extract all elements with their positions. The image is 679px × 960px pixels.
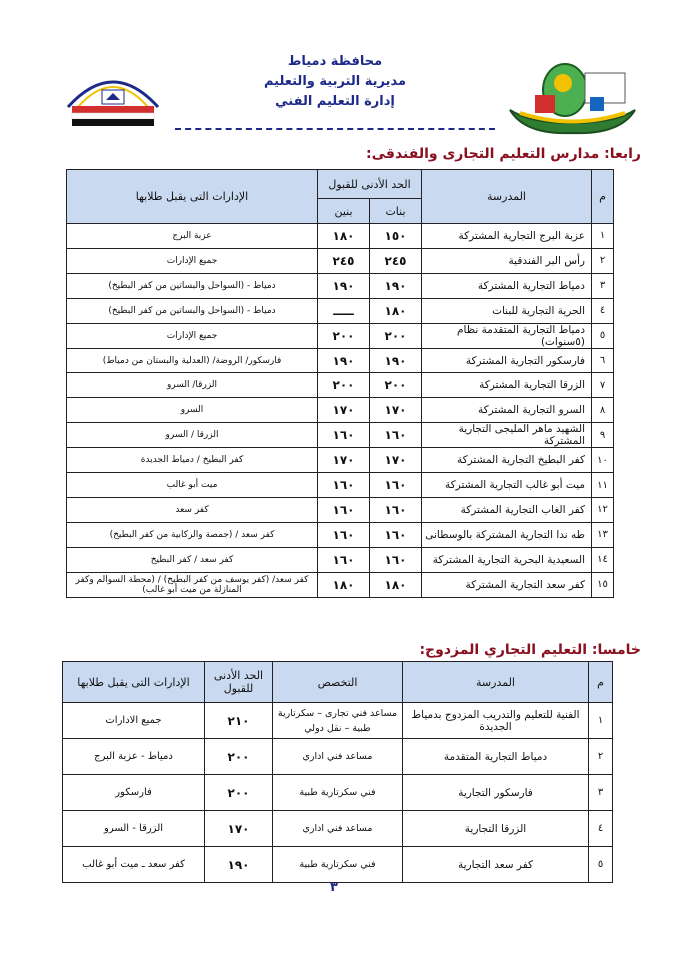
row-index: ٣ [592,273,614,298]
admin-areas: فارسكور [63,775,205,811]
admin-areas: كفر سعد/ (كفر يوسف من كفر البطيخ) / (محطة السوالم وكفر المنازلة من ميت أبو غالب) [67,572,318,597]
table-row [67,448,614,473]
girls-min-score: ١٦٠ [370,522,422,547]
min-score: ١٩٠ [205,847,273,883]
table-row [63,739,613,775]
row-index: ٨ [592,398,614,423]
row-index: ٥ [589,847,613,883]
row-index: ٤ [592,298,614,323]
col-min-admission: الحد الأدنى للقبول [205,662,273,703]
girls-min-score: ١٦٠ [370,473,422,498]
table-row [67,398,614,423]
table-header-row [63,662,613,703]
boys-min-score: ١٦٠ [318,547,370,572]
girls-min-score: ١٨٠ [370,298,422,323]
school-name: طه ندا التجارية المشتركة بالوسطانى [422,522,592,547]
ministry-logo [58,62,168,132]
school-name: كفر الغاب التجارية المشتركة [422,498,592,523]
boys-min-score: ١٨٠ [318,572,370,597]
school-name: رأس البر الفندقية [422,248,592,273]
dual-education-table [62,661,613,883]
girls-min-score: ١٦٠ [370,498,422,523]
school-name: ميت أبو غالب التجارية المشتركة [422,473,592,498]
min-score: ٢١٠ [205,703,273,739]
commercial-schools-table [66,169,614,598]
min-score: ١٧٠ [205,811,273,847]
row-index: ٦ [592,348,614,373]
row-index: ١ [592,224,614,249]
school-name: فارسكور التجارية [403,775,589,811]
col-specialty: التخصص [273,662,403,703]
specialty: مساعد فني تجارى – سكرتارية طبية – نقل دولي [273,703,403,739]
row-index: ٢ [592,248,614,273]
table-row [67,348,614,373]
technical-education-logo [505,55,640,140]
row-index: ٢ [589,739,613,775]
boys-min-score: ١٦٠ [318,522,370,547]
boys-min-score: ـــــ [318,298,370,323]
specialty: مساعد فني اداري [273,739,403,775]
school-name: الزرقا التجارية المشتركة [422,373,592,398]
col-min-admission: الحد الأدنى للقبول [318,170,422,199]
boys-min-score: ١٩٠ [318,348,370,373]
row-index: ٥ [592,323,614,348]
table-header-row [67,170,614,199]
admin-areas: دمياط - عزبة البرج [63,739,205,775]
boys-min-score: ٢٠٠ [318,323,370,348]
school-name: الفنية للتعليم والتدريب المزدوج بدمياط الجديدة [403,703,589,739]
boys-min-score: ١٨٠ [318,224,370,249]
col-admins: الإدارات التى يقبل طلابها [67,170,318,224]
row-index: ١٢ [592,498,614,523]
boys-min-score: ١٦٠ [318,473,370,498]
boys-min-score: ١٧٠ [318,448,370,473]
row-index: ٣ [589,775,613,811]
specialty: مساعد فني اداري [273,811,403,847]
min-score: ٢٠٠ [205,775,273,811]
school-name: الزرقا التجارية [403,811,589,847]
row-index: ٧ [592,373,614,398]
girls-min-score: ١٩٠ [370,348,422,373]
girls-min-score: ٢٠٠ [370,323,422,348]
table-row [67,547,614,572]
school-name: كفر سعد التجارية [403,847,589,883]
table-row [67,323,614,348]
admin-areas: جميع الإدارات [67,248,318,273]
girls-min-score: ١٩٠ [370,273,422,298]
table-row [63,703,613,739]
admin-areas: ميت أبو غالب [67,473,318,498]
admin-areas: دمياط - (السواحل والبساتين من كفر البطيخ) [67,273,318,298]
section1-title: رابعا: مدارس التعليم التجارى والفندقى: [366,146,641,162]
girls-min-score: ١٦٠ [370,547,422,572]
governorate-title: محافظة دمياط [287,54,383,69]
header-divider [175,128,495,130]
table-row [67,248,614,273]
girls-min-score: ١٦٠ [370,423,422,448]
col-girls: بنات [370,199,422,224]
school-name: السعيدية البحرية التجارية المشتركة [422,547,592,572]
admin-areas: جميع الإدارات [67,323,318,348]
table-row [67,298,614,323]
girls-min-score: ١٥٠ [370,224,422,249]
section2-title: خامسا: التعليم التجاري المزدوج: [419,642,641,658]
admin-areas: كفر سعد [67,498,318,523]
min-score: ٢٠٠ [205,739,273,775]
col-index: م [592,170,614,224]
school-name: عزبة البرج التجارية المشتركة [422,224,592,249]
department-title: إدارة التعليم الفني [275,94,395,109]
admin-areas: كفر البطيخ / دمياط الجديدة [67,448,318,473]
boys-min-score: ١٩٠ [318,273,370,298]
admin-areas: جميع الادارات [63,703,205,739]
row-index: ٤ [589,811,613,847]
school-name: دمياط التجارية المشتركة [422,273,592,298]
row-index: ١٠ [592,448,614,473]
girls-min-score: ١٧٠ [370,398,422,423]
col-boys: بنين [318,199,370,224]
school-name: كفر سعد التجارية المشتركة [422,572,592,597]
table-row [63,775,613,811]
boys-min-score: ١٦٠ [318,498,370,523]
col-index: م [589,662,613,703]
admin-areas: الزرقا/ السرو [67,373,318,398]
girls-min-score: ٢٤٥ [370,248,422,273]
school-name: السرو التجارية المشتركة [422,398,592,423]
school-name: كفر البطيخ التجارية المشتركة [422,448,592,473]
admin-areas: دمياط - (السواحل والبساتين من كفر البطيخ) [67,298,318,323]
table-row [67,273,614,298]
admin-areas: كفر سعد / (جمصة والركابية من كفر البطيخ) [67,522,318,547]
row-index: ١١ [592,473,614,498]
admin-areas: كفر سعد / كفر البطيخ [67,547,318,572]
header-block [220,52,450,112]
row-index: ١٣ [592,522,614,547]
table-row [67,224,614,249]
girls-min-score: ١٧٠ [370,448,422,473]
boys-min-score: ٢٠٠ [318,373,370,398]
table-row [63,811,613,847]
admin-areas: الزرقا - السرو [63,811,205,847]
admin-areas: كفر سعد ـ ميت أبو غالب [63,847,205,883]
admin-areas: الزرقا / السرو [67,423,318,448]
admin-areas: عزبة البرج [67,224,318,249]
girls-min-score: ١٨٠ [370,572,422,597]
table-row [63,847,613,883]
boys-min-score: ٢٤٥ [318,248,370,273]
directorate-title: مديرية التربية والتعليم [263,74,407,89]
table-row [67,473,614,498]
school-name: الشهيد ماهر المليجى التجارية المشتركة [422,423,592,448]
school-name: الحرية التجارية للبنات [422,298,592,323]
col-admins: الإدارات التى يقبل طلابها [63,662,205,703]
admin-areas: فارسكور/ الروضة/ (العدلية والبستان من دمياط) [67,348,318,373]
boys-min-score: ١٦٠ [318,423,370,448]
row-index: ١٤ [592,547,614,572]
girls-min-score: ٢٠٠ [370,373,422,398]
col-school: المدرسة [403,662,589,703]
table-row [67,498,614,523]
school-name: دمياط التجارية المتقدمة نظام (٥سنوات) [422,323,592,348]
specialty: فني سكرتارية طبية [273,847,403,883]
row-index: ١ [589,703,613,739]
row-index: ١٥ [592,572,614,597]
school-name: فارسكور التجارية المشتركة [422,348,592,373]
table-row [67,423,614,448]
school-name: دمياط التجارية المتقدمة [403,739,589,775]
specialty: فني سكرتارية طبية [273,775,403,811]
table-row [67,572,614,597]
boys-min-score: ١٧٠ [318,398,370,423]
table-row [67,373,614,398]
page-number: ٣ [330,880,338,895]
row-index: ٩ [592,423,614,448]
admin-areas: السرو [67,398,318,423]
col-school: المدرسة [422,170,592,224]
table-row [67,522,614,547]
